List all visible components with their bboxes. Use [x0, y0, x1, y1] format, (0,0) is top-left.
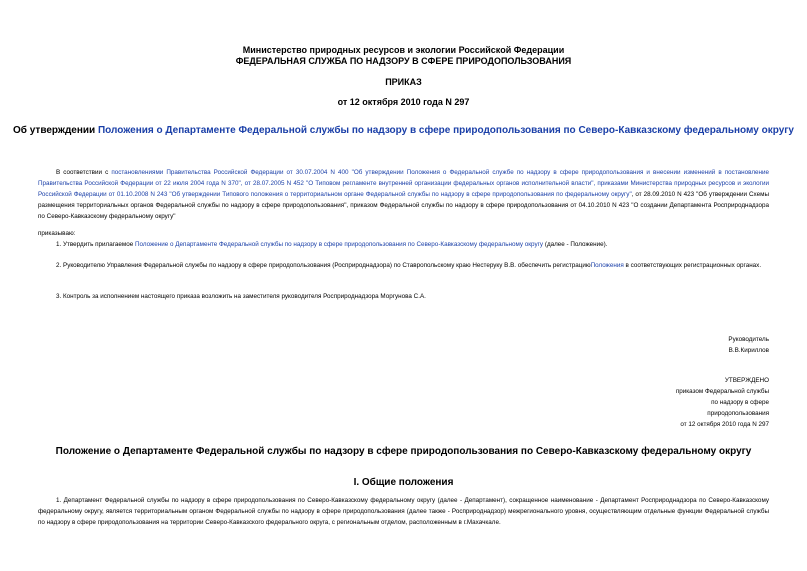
- item-1-post: (далее - Положение).: [543, 241, 608, 248]
- doc-date-number: от 12 октября 2010 года N 297: [337, 97, 470, 107]
- preamble-start: В соответствии с: [56, 169, 112, 176]
- approval-line-1: УТВЕРЖДЕНО: [724, 377, 769, 384]
- regulation-title: Положение о Департаменте Федеральной службы по надзору в сфере природопользования по Северо-Кавказскому федеральному округу: [55, 446, 752, 457]
- item-2-post: в соответствующих регистрационных органах.: [623, 262, 762, 269]
- item-3: 3. Контроль за исполнением настоящего приказа возложить на заместителя руководителя Росприроднадзора Моргунова С.А.: [56, 293, 426, 300]
- preamble-rest: , от 28.09.2010 N 423 "Об утверждении Схемы размещения территориальных органов Федеральной службы по надзору в сфере природопользования", приказом Федеральной службы по надзору в сфере природопользования от 04.10.2010 N 423 "О создании Департамента Росприроднадзора по Северо-Кавказскому федеральному округу": [38, 191, 769, 220]
- item-1-link[interactable]: Положение о Департаменте Федеральной службы по надзору в сфере природопользования по Северо-Кавказскому федеральному округу: [134, 241, 544, 248]
- item-1: [38, 239, 769, 250]
- item-2-pre: 2. Руководителю Управления Федеральной службы по надзору в сфере природопользования (Росприроднадзора) по Ставропольскому краю Нестеруку В.В. обеспечить регистрацию: [56, 262, 591, 269]
- approval-line-4: природопользования: [707, 410, 769, 417]
- item-2-link[interactable]: Положения: [590, 262, 624, 269]
- doc-title: [0, 125, 807, 137]
- doc-type: ПРИКАЗ: [385, 77, 422, 87]
- order-word: приказываю:: [38, 230, 76, 237]
- preamble: [38, 167, 769, 222]
- service-name: ФЕДЕРАЛЬНАЯ СЛУЖБА ПО НАДЗОРУ В СФЕРЕ ПРИРОДОПОЛЬЗОВАНИЯ: [235, 56, 572, 66]
- preamble-link[interactable]: постановлениями Правительства Российской Федерации от 30.07.2004 N 400 "Об утверждении Положения о Федеральной службе по надзору в сфере природопользования и внесении изменений в постановление Правительства Российской Федерации от 22 июля 2004 года N 370", от 28.07.2005 N 452 "О Типовом регламенте внутренней организации федеральных органов исполнительной власти", приказами Министерства природных ресурсов и экологии Российской Федерации от 01.10.2008 N 243 "Об утверждении Типового положения о территориальном органе Федеральной службы по надзору в сфере природопользования по федеральному округу": [38, 169, 769, 198]
- ministry-name: Министерство природных ресурсов и экологии Российской Федерации: [242, 45, 565, 55]
- approval-line-5: от 12 октября 2010 года N 297: [680, 421, 769, 428]
- regulation-paragraph-1: 1. Департамент Федеральной службы по надзору в сфере природопользования по Северо-Кавказскому федеральному округу (далее - Департамент), сокращенное наименование - Департамент Росприроднадзора по Северо-Кавказскому федеральному округу, является территориальным органом Федеральной службы по надзору в сфере природопользования (далее также - Росприроднадзор) межрегионального уровня, осуществляющим отдельные функции Федеральной службы по надзору в сфере природопользования на территории Северо-Кавказского федерального округа, с региональным отделом, расположенным в г.Махачкале.: [38, 497, 769, 526]
- approval-line-3: по надзору в сфере: [711, 399, 769, 406]
- approval-line-2: приказом Федеральной службы: [675, 388, 769, 395]
- item-1-pre: 1. Утвердить прилагаемое: [56, 241, 135, 248]
- section-heading: I. Общие положения: [353, 477, 454, 488]
- signature-role: Руководитель: [728, 336, 769, 343]
- item-2: [38, 260, 769, 271]
- doc-title-link[interactable]: Положения о Департаменте Федеральной службы по надзору в сфере природопользования по Северо-Кавказскому федеральному округу: [97, 125, 794, 136]
- doc-title-prefix: Об утверждении: [13, 125, 98, 136]
- signature-name: В.В.Кириллов: [728, 347, 769, 354]
